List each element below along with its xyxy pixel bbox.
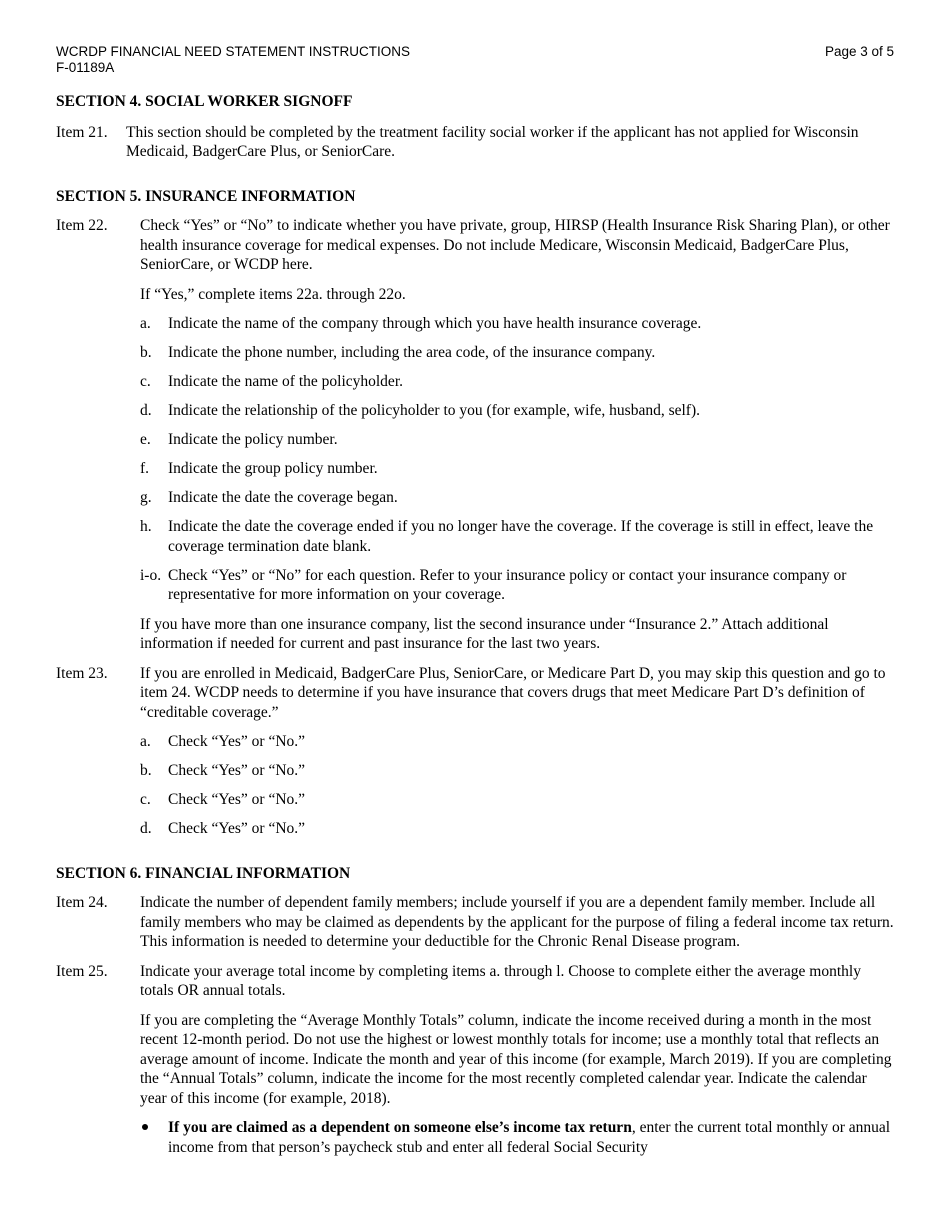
list-item-text: Indicate the group policy number. xyxy=(168,460,378,477)
item-22-outro: If you have more than one insurance company, list the second insurance under “Insurance 2.” Attach additional information if needed for current and past insurance for the last two years. xyxy=(140,615,829,652)
item-25 xyxy=(56,962,896,1158)
list-item xyxy=(140,1118,896,1157)
list-item-text: Indicate the date the coverage began. xyxy=(168,489,398,506)
bullet-icon xyxy=(140,1118,168,1157)
item-25-bullets xyxy=(140,1118,896,1157)
item-22-text: Check “Yes” or “No” to indicate whether you have private, group, HIRSP (Health Insurance Risk Sharing Plan), or other health insurance coverage for medical expenses. Do not include Medicare, Wisconsin Medicaid, BadgerCare Plus, SeniorCare, or WCDP here. xyxy=(140,217,890,273)
list-item-letter: b. xyxy=(140,762,152,779)
item-23-label: Item 23. xyxy=(56,664,108,682)
list-item xyxy=(140,401,896,421)
list-item-letter: a. xyxy=(140,733,151,750)
section-6-title: SECTION 6. FINANCIAL INFORMATION xyxy=(56,864,351,882)
list-item xyxy=(140,314,896,334)
list-item-letter: h. xyxy=(140,518,152,535)
list-item-letter: i-o. xyxy=(140,566,162,584)
item-22 xyxy=(56,216,896,654)
document-title: WCRDP FINANCIAL NEED STATEMENT INSTRUCTIONS xyxy=(56,44,411,59)
item-21 xyxy=(56,123,896,162)
list-item xyxy=(140,488,896,508)
list-item-letter: e. xyxy=(140,431,151,448)
list-item xyxy=(140,343,896,363)
item-22-label: Item 22. xyxy=(56,217,108,234)
list-item-letter: b. xyxy=(140,344,152,361)
item-24 xyxy=(56,893,896,952)
list-item-text: Indicate the policy number. xyxy=(168,431,338,448)
list-item xyxy=(140,566,896,605)
list-item-letter: g. xyxy=(140,489,152,506)
item-23 xyxy=(56,664,896,839)
list-item-text: Indicate the name of the policyholder. xyxy=(168,373,403,390)
section-5-title: SECTION 5. INSURANCE INFORMATION xyxy=(56,187,356,205)
item-25-label: Item 25. xyxy=(56,962,108,980)
list-item xyxy=(140,761,896,781)
item-22-intro: If “Yes,” complete items 22a. through 22o. xyxy=(140,285,406,303)
list-item-text: Indicate the relationship of the policyholder to you (for example, wife, husband, self). xyxy=(168,402,701,419)
list-item-letter: d. xyxy=(140,402,152,419)
list-item-letter: d. xyxy=(140,820,152,837)
list-item-letter: c. xyxy=(140,373,151,390)
bullet-bold-text: If you are claimed as a dependent on someone else’s income tax return xyxy=(168,1119,632,1136)
item-23-sublist xyxy=(140,732,896,839)
list-item xyxy=(140,517,896,556)
list-item-text: Check “Yes” or “No” for each question. Refer to your insurance policy or contact your insurance company or representative for more information on your coverage. xyxy=(168,566,847,603)
list-item-letter: c. xyxy=(140,791,151,808)
form-number: F-01189A xyxy=(56,60,115,75)
item-21-text: This section should be completed by the treatment facility social worker if the applicant has not applied for Wisconsin Medicaid, BadgerCare Plus, or SeniorCare. xyxy=(126,123,859,160)
list-item-text: Indicate the name of the company through which you have health insurance coverage. xyxy=(168,315,702,332)
list-item xyxy=(140,732,896,752)
list-item-letter: a. xyxy=(140,315,151,332)
list-item-text: Indicate the date the coverage ended if you no longer have the coverage. If the coverage is still in effect, leave the coverage termination date blank. xyxy=(168,518,874,555)
page-header-left xyxy=(56,44,410,76)
item-22-sublist xyxy=(140,314,896,605)
list-item-text: Check “Yes” or “No.” xyxy=(168,733,306,750)
item-24-label: Item 24. xyxy=(56,894,108,911)
bullet-rest-text: , enter the current total monthly or annual income from that person’s paycheck stub and enter all federal Social Security xyxy=(168,1119,891,1156)
list-item-text: Check “Yes” or “No.” xyxy=(168,820,306,837)
list-item-text: Indicate the phone number, including the area code, of the insurance company. xyxy=(168,344,656,361)
list-item xyxy=(140,372,896,392)
list-item-text: Check “Yes” or “No.” xyxy=(168,762,306,779)
list-item xyxy=(140,430,896,450)
page-number: Page 3 of 5 xyxy=(824,44,894,59)
item-25-text: Indicate your average total income by completing items a. through l. Choose to complete either the average monthly totals OR annual totals. xyxy=(140,962,861,999)
list-item xyxy=(140,790,896,810)
list-item xyxy=(140,459,896,479)
section-4-title: SECTION 4. SOCIAL WORKER SIGNOFF xyxy=(56,93,353,110)
item-24-text: Indicate the number of dependent family members; include yourself if you are a dependent family member. Include all family members who may be claimed as dependents by the applicant for the purpose of filing a federal income tax return. This information is needed to determine your deductible for the Chronic Renal Disease program. xyxy=(140,894,894,950)
document-body xyxy=(56,92,896,1157)
list-item-text: Check “Yes” or “No.” xyxy=(168,791,306,808)
item-25-para2: If you are completing the “Average Monthly Totals” column, indicate the income received during a month in the most recent 12-month period. Do not use the highest or lowest monthly totals for income; use a monthly total that reflects an average amount of income. Indicate the month and year of this income (for example, March 2019). If you are completing the “Annual Totals” column, indicate the income for the most recently completed calendar year. Indicate the calendar year of this income (for example, 2018). xyxy=(140,1011,892,1107)
list-item xyxy=(140,819,896,839)
item-21-label: Item 21. xyxy=(56,123,108,141)
list-item-letter: f. xyxy=(140,460,150,477)
bullet-text xyxy=(168,1118,896,1157)
item-23-text: If you are enrolled in Medicaid, BadgerCare Plus, SeniorCare, or Medicare Part D, you may skip this question and go to item 24. WCDP needs to determine if you have insurance that covers drugs that meet Medicare Part D’s definition of “creditable coverage.” xyxy=(140,664,886,721)
